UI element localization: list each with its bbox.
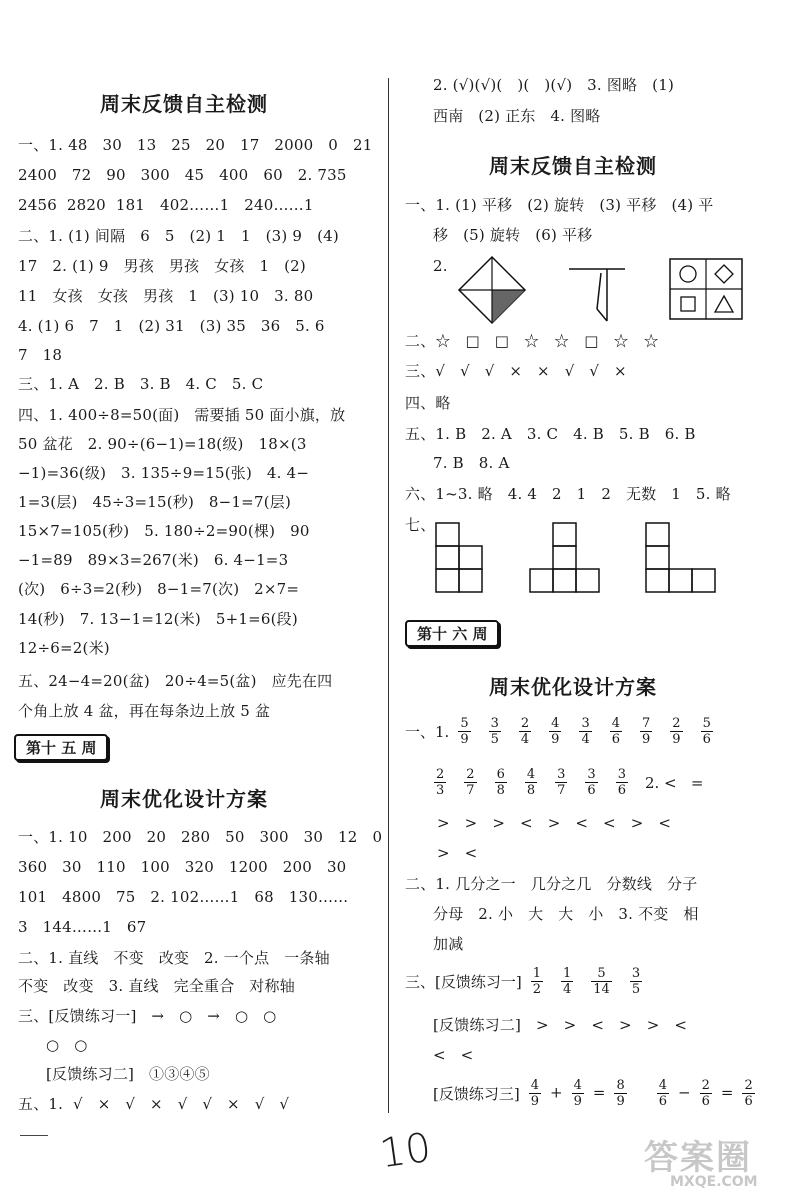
answer-line: < < <box>433 1046 474 1064</box>
fraction <box>585 767 597 798</box>
fraction-numerator: 3 <box>617 767 626 782</box>
answer-line: 三、√ √ √ × × √ √ × <box>405 362 627 380</box>
fraction-denominator: 5 <box>490 732 499 747</box>
fraction-numerator: 7 <box>642 716 651 731</box>
answer-line: 一、1. (1) 平移 (2) 旋转 (3) 平移 (4) 平 <box>405 196 714 214</box>
fraction-group <box>522 966 651 997</box>
fraction-denominator: 6 <box>658 1094 667 1109</box>
fraction-numerator: 3 <box>490 716 499 731</box>
answer-label: 三、[反馈练习一] <box>405 973 522 991</box>
fraction <box>630 966 642 997</box>
answer-line: 1=3(层) 45÷3=15(秒) 8−1=7(层) <box>18 493 291 511</box>
answer-line: 2456 2820 181 402……1 240……1 <box>18 196 314 214</box>
answer-line: 三、[反馈练习一] → ○ → ○ ○ <box>18 1007 277 1025</box>
answer-line: 个角上放 4 盆，再在每条边上放 5 盆 <box>18 702 271 720</box>
fraction-denominator: 8 <box>496 783 505 798</box>
answer-line: 2. <box>433 257 448 275</box>
answer-line: 二、1. 直线 不变 改变 2. 一个点 一条轴 <box>18 949 330 967</box>
answer-line: 360 30 110 100 320 1200 200 30 <box>18 858 347 876</box>
answer-line: 移 (5) 旋转 (6) 平移 <box>433 226 593 244</box>
fraction <box>700 1078 712 1109</box>
fraction <box>549 716 561 747</box>
fraction-denominator: 9 <box>672 732 681 747</box>
fraction-denominator: 8 <box>526 783 536 798</box>
fraction-numerator: 2 <box>520 716 530 731</box>
answer-line: 一、1. 48 30 13 25 20 17 2000 0 21 <box>18 136 373 154</box>
section-heading: 周末优化设计方案 <box>100 787 268 811</box>
fraction <box>531 966 543 997</box>
fraction <box>572 1078 584 1109</box>
fraction-numerator: 3 <box>557 767 566 782</box>
fraction-denominator: 6 <box>701 1094 710 1109</box>
fraction-numerator: 3 <box>587 767 596 782</box>
fraction <box>640 716 652 747</box>
section-heading: 周末反馈自主检测 <box>100 92 268 116</box>
answer-line: 12÷6=2(米) <box>18 639 110 657</box>
answer-line: 五、24−4=20(盆) 20÷4=5(盆) 应先在四 <box>18 672 333 690</box>
fraction-denominator: 9 <box>530 1094 539 1109</box>
fraction <box>561 966 573 997</box>
fraction-numerator: 3 <box>631 966 641 981</box>
fraction <box>555 767 567 798</box>
fraction-denominator: 6 <box>702 732 711 747</box>
answer-line: 4. (1) 6 7 1 (2) 31 (3) 35 36 5. 6 <box>18 317 325 335</box>
fraction-denominator: 9 <box>642 732 651 747</box>
fraction-row-3 <box>405 966 651 997</box>
answer-line: 50 盆花 2. 90÷(6−1)=18(级) 18×(3 <box>18 435 307 453</box>
answer-line: 二、☆ □ □ ☆ ☆ □ ☆ ☆ <box>405 332 659 350</box>
answer-line: 一、1. 10 200 20 280 50 300 30 12 0 <box>18 828 383 846</box>
fraction-denominator: 6 <box>587 783 596 798</box>
fraction-numerator: 4 <box>573 1078 582 1093</box>
answer-line: [反馈练习二] > > < > > < <box>433 1016 688 1034</box>
watermark-url: MXQE.COM <box>670 1174 758 1190</box>
answer-line: 15×7=105(秒) 5. 180÷2=90(棵) 90 <box>18 522 310 540</box>
fraction-numerator: 2 <box>672 716 681 731</box>
answer-line: 二、1. (1) 间隔 6 5 (2) 1 1 (3) 9 (4) <box>18 227 339 245</box>
answer-line: ○ ○ <box>46 1036 88 1054</box>
fraction <box>670 716 682 747</box>
fraction <box>657 1078 669 1109</box>
fraction-numerator: 4 <box>526 767 536 782</box>
fraction <box>489 716 501 747</box>
answer-line: 二、1. 几分之一 几分之几 分数线 分子 <box>405 875 698 893</box>
compare-answers: 2. < = <box>644 773 704 792</box>
answer-line: > > > < > < < > < <box>437 814 672 832</box>
fraction-denominator: 3 <box>436 783 445 798</box>
fraction <box>464 767 476 798</box>
block-view-figure-1 <box>435 522 483 594</box>
fraction-numerator: 3 <box>581 716 590 731</box>
diamond-figure <box>457 255 527 325</box>
fraction-numerator: 4 <box>530 1078 539 1093</box>
operator: − <box>678 1083 691 1102</box>
answer-line: 分母 2. 小 大 大 小 3. 不变 相 <box>433 905 699 923</box>
fraction-denominator: 5 <box>631 982 641 997</box>
answer-line: 西南 (2) 正东 4. 图略 <box>433 107 601 125</box>
answer-label: 一、1. <box>405 723 450 741</box>
answer-line: −1=89 89×3=267(米) 6. 4−1=3 <box>18 551 289 569</box>
fraction-numerator: 4 <box>658 1078 667 1093</box>
answer-line: 7 18 <box>18 346 63 364</box>
fraction-numerator: 1 <box>563 966 572 981</box>
fraction-numerator: 6 <box>496 767 505 782</box>
fraction <box>591 966 612 997</box>
fraction-numerator: 5 <box>702 716 711 731</box>
operator: = <box>720 1083 734 1102</box>
answer-line: 三、1. A 2. B 3. B 4. C 5. C <box>18 375 264 393</box>
fraction-numerator: 2 <box>466 767 475 782</box>
fraction-denominator: 4 <box>563 982 572 997</box>
answer-line: 7. B 8. A <box>433 454 510 472</box>
block-view-figure-2 <box>529 522 601 594</box>
answer-line: 五、1. √ × √ × √ √ × √ √ <box>18 1095 290 1113</box>
fraction-denominator: 9 <box>573 1094 582 1109</box>
fraction-group <box>449 716 722 747</box>
fraction-denominator: 7 <box>557 783 566 798</box>
fraction-numerator: 2 <box>436 767 445 782</box>
fraction-denominator: 6 <box>617 783 626 798</box>
answer-line: 四、略 <box>405 394 451 412</box>
rotated-shape-figure <box>567 265 627 325</box>
page-number: 10 <box>377 1124 434 1178</box>
fraction-numerator: 8 <box>616 1078 625 1093</box>
footer-rule <box>20 1135 48 1136</box>
answer-line: (次) 6÷3=2(秒) 8−1=7(次) 2×7= <box>18 580 300 598</box>
answer-line: 3 144……1 67 <box>18 918 147 936</box>
fraction <box>519 716 531 747</box>
answer-line: 2400 72 90 300 45 400 60 2. 735 <box>18 166 347 184</box>
answer-line: 不变 改变 3. 直线 完全重合 对称轴 <box>18 977 295 995</box>
answer-line: 四、1. 400÷8=50(面) 需要插 50 面小旗，放 <box>18 406 346 424</box>
fraction <box>579 716 591 747</box>
answer-line: 七、 <box>405 516 436 534</box>
fraction-numerator: 5 <box>460 716 469 731</box>
fraction-group <box>425 767 637 798</box>
fraction-denominator: 6 <box>744 1094 753 1109</box>
fraction <box>434 767 446 798</box>
answer-line: 11 女孩 女孩 男孩 1 (3) 10 3. 80 <box>18 287 314 305</box>
fraction <box>525 767 537 798</box>
answer-line: 六、1~3. 略 4. 4 2 1 2 无数 1 5. 略 <box>405 485 731 503</box>
watermark-main: 答案圈 <box>644 1138 752 1178</box>
fraction-denominator: 4 <box>520 732 530 747</box>
answer-line: > < <box>437 844 478 862</box>
section-heading: 周末反馈自主检测 <box>489 154 657 178</box>
week-16-badge: 第十 六 周 <box>405 620 499 647</box>
fraction <box>610 716 622 747</box>
fraction-denominator: 7 <box>466 783 475 798</box>
fraction-denominator: 14 <box>593 982 610 997</box>
answer-line: 五、1. B 2. A 3. C 4. B 5. B 6. B <box>405 425 696 443</box>
fraction-denominator: 2 <box>532 982 541 997</box>
fraction-denominator: 9 <box>616 1094 625 1109</box>
fraction-numerator: 2 <box>701 1078 710 1093</box>
fraction-numerator: 2 <box>744 1078 753 1093</box>
fraction-numerator: 1 <box>532 966 541 981</box>
watermark-logo <box>640 1130 790 1196</box>
fraction-denominator: 9 <box>460 732 469 747</box>
column-divider <box>388 78 389 1113</box>
block-view-figure-3 <box>645 522 717 594</box>
fraction <box>614 1078 626 1109</box>
operator: + <box>550 1083 563 1102</box>
answer-label: [反馈练习三] <box>433 1085 520 1103</box>
answer-line: 2. (√)(√)( )( )(√) 3. 图略 (1) <box>433 76 675 94</box>
answer-line: 加减 <box>433 935 464 953</box>
fraction <box>495 767 507 798</box>
answer-line: [反馈练习二] ①③④⑤ <box>46 1065 210 1083</box>
fraction-denominator: 6 <box>611 732 620 747</box>
fraction <box>529 1078 541 1109</box>
fraction-numerator: 5 <box>591 966 612 982</box>
answer-line: 101 4800 75 2. 102……1 68 130…… <box>18 888 349 906</box>
answer-line: 17 2. (1) 9 男孩 男孩 女孩 1 (2) <box>18 257 306 275</box>
fraction-numerator: 4 <box>551 716 560 731</box>
answer-line: −1)=36(级) 3. 135÷9=15(张) 4. 4− <box>18 464 310 482</box>
fraction-row-2 <box>425 767 704 798</box>
shape-grid-figure <box>669 258 743 320</box>
fraction-numerator: 4 <box>611 716 620 731</box>
fraction-denominator: 4 <box>581 732 590 747</box>
fraction <box>742 1078 754 1109</box>
week-15-badge: 第十 五 周 <box>14 734 108 761</box>
fraction-expression <box>520 1078 764 1109</box>
fraction-denominator: 9 <box>551 732 560 747</box>
operator: = <box>592 1083 606 1102</box>
section-heading: 周末优化设计方案 <box>489 675 657 699</box>
answer-line: 14(秒) 7. 13−1=12(米) 5+1=6(段) <box>18 610 298 628</box>
fraction <box>458 716 470 747</box>
fraction-row-1 <box>405 716 722 747</box>
fraction <box>701 716 713 747</box>
fraction-row-4 <box>433 1078 764 1109</box>
fraction <box>616 767 628 798</box>
